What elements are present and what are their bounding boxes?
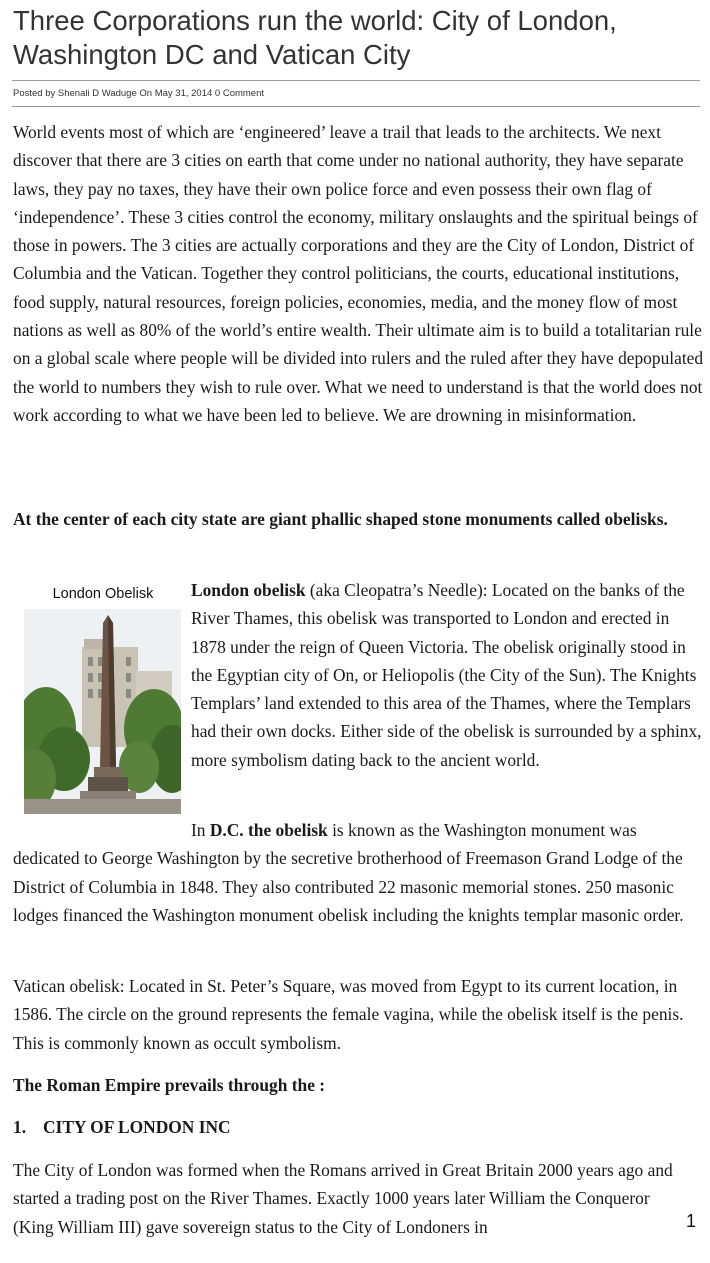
title-divider xyxy=(12,80,700,81)
london-obelisk-photo-icon xyxy=(24,609,181,814)
intro-paragraph: World events most of which are ‘engineered’ leave a trail that leads to the architects. We next discover that there are 3 cities on earth that come under no national authority, they have separate laws, they pay no taxes, they have their own police force and even possess their own flag of ‘independence’. These 3 cities control the economy, military onslaughts and the spiritual beings of those in powers. The 3 cities are actually corporations and they are the City of London, District of Columbia and the Vatican. Together they control politicians, the courts, educational institutions, food supply, natural resources, foreign policies, economies, media, and the money flow of most nations as well as 80% of the world’s entire wealth. Their ultimate aim is to build a totalitarian rule on a global scale where people will be divided into rulers and the ruled after they have depopulated the world to numbers they wish to rule over. What we need to understand is that the world does not work according to what we have been led to believe. We are drowning in misinformation. xyxy=(13,122,704,425)
list-number: 1. xyxy=(13,1117,27,1137)
list-item-label: CITY OF LONDON INC xyxy=(43,1117,231,1137)
meta-divider xyxy=(12,106,700,107)
dc-prefix: In xyxy=(191,820,210,840)
london-obelisk-figure xyxy=(24,584,182,814)
vatican-obelisk-paragraph: Vatican obelisk: Located in St. Peter’s Square, was moved from Egypt to its current location, in 1586. The circle on the ground represents the female vagina, while the obelisk itself is the penis. This is commonly known as occult symbolism. xyxy=(13,976,684,1053)
london-history-paragraph: The City of London was formed when the Romans arrived in Great Britain 2000 years ago and started a trading post on the River Thames. Exactly 1000 years later William the Conqueror (King William III) gave sovereign status to the City of Londoners in xyxy=(13,1160,673,1237)
dc-obelisk-lead: D.C. the obelisk xyxy=(209,820,328,840)
list-heading xyxy=(13,1113,707,1141)
dc-obelisk-text: is known as the Washington monument was dedicated to George Washington by the secretive brotherhood of Freemason Grand Lodge of the District of Columbia in 1848. They also contributed 22 masonic memorial stones. 250 masonic lodges financed the Washington monument obelisk including the knights templar masonic order. xyxy=(13,820,684,925)
dc-obelisk-paragraph xyxy=(13,816,707,929)
obelisk-heading: At the center of each city state are giant phallic shaped stone monuments called obelisks. xyxy=(13,509,668,529)
page-number: 1 xyxy=(686,1211,697,1231)
post-meta: Posted by Shenali D Waduge On May 31, 2014 0 Comment xyxy=(13,88,265,99)
roman-empire-heading: The Roman Empire prevails through the : xyxy=(13,1075,326,1095)
london-obelisk-paragraph xyxy=(191,576,706,774)
london-obelisk-lead: London obelisk xyxy=(191,580,306,600)
london-obelisk-text: (aka Cleopatra’s Needle): Located on the banks of the River Thames, this obelisk was transported to London and erected in 1878 under the reign of Queen Victoria. The obelisk originally stood in the Egyptian city of On, or Heliopolis (the City of the Sun). The Knights Templars’ land extended to this area of the Thames, where the Templars had their own docks. Either side of the obelisk is surrounded by a sphinx, more symbolism dating back to the ancient world. xyxy=(191,580,702,770)
article-title: Three Corporations run the world: City of London, Washington DC and Vatican City xyxy=(13,5,617,70)
figure-caption: London Obelisk xyxy=(52,586,154,602)
